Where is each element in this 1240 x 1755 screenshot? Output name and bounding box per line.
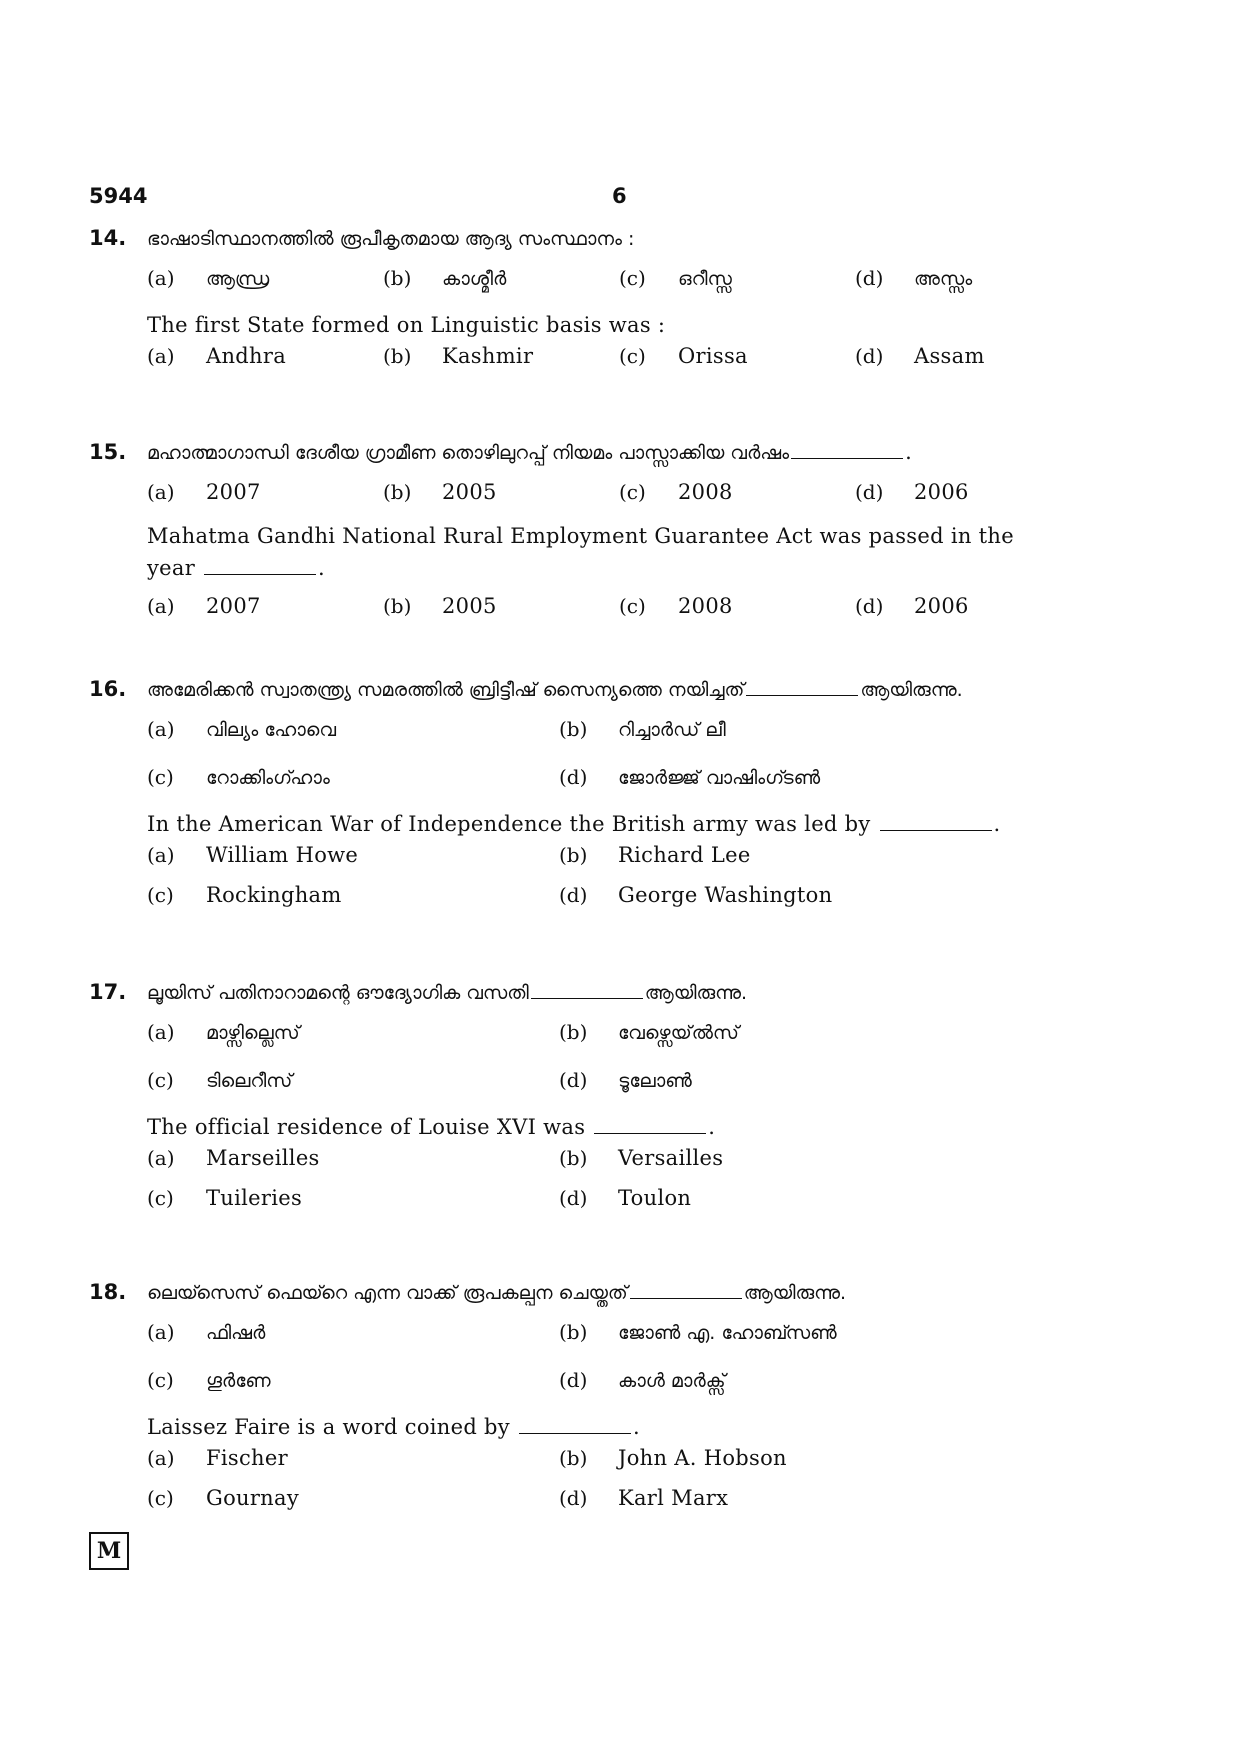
answer-blank [630, 1284, 742, 1299]
option-c[interactable]: (c) Orissa [619, 344, 748, 368]
option-d[interactable]: (d) 2006 [855, 594, 969, 618]
options-english [147, 594, 1109, 634]
question-text-malayalam: ഭാഷാടിസ്ഥാനത്തിൽ രൂപീകൃതമായ ആദ്യ സംസ്ഥാനം : [147, 228, 635, 250]
question-text-english: The first State formed on Linguistic basis was : [147, 313, 666, 337]
option-d[interactable]: (d) Assam [855, 344, 985, 368]
option-c[interactable]: (c) ഗൂർണേ [147, 1368, 271, 1392]
answer-blank [531, 984, 643, 999]
options-malayalam [147, 1020, 1109, 1068]
option-b[interactable]: (b) John A. Hobson [559, 1446, 787, 1470]
option-b[interactable]: (b) വേഴ്സെയ്ൽസ് [559, 1020, 739, 1044]
option-c[interactable]: (c) 2008 [619, 594, 733, 618]
option-a[interactable]: (a) 2007 [147, 480, 261, 504]
question-text-english: The official residence of Louise XVI was . [147, 1115, 716, 1139]
options-english [147, 344, 1109, 384]
option-b[interactable]: (b) റിച്ചാർഡ് ലീ [559, 717, 726, 741]
question-text-malayalam: മഹാത്മാഗാന്ധി ദേശീയ ഗ്രാമീണ തൊഴിലുറപ്പ് നിയമം പാസ്സാക്കിയ വർഷം [147, 442, 790, 464]
option-d[interactable]: (d) George Washington [559, 883, 833, 907]
answer-blank [594, 1119, 706, 1134]
options-english [147, 843, 1109, 883]
answer-blank [204, 560, 316, 575]
answer-blank [519, 1419, 631, 1434]
option-a[interactable]: (a) 2007 [147, 594, 261, 618]
question-number: 16. [89, 677, 127, 701]
option-b[interactable]: (b) 2005 [383, 480, 497, 504]
answer-blank [880, 816, 992, 831]
option-d[interactable]: (d) ടൂലോൺ [559, 1068, 692, 1092]
answer-blank [791, 444, 903, 459]
options-english [147, 1486, 1109, 1526]
option-b[interactable]: (b) ജോൺ എ. ഹോബ്സൺ [559, 1320, 837, 1344]
option-c[interactable]: (c) ടിലെറീസ് [147, 1068, 293, 1092]
option-b[interactable]: (b) Kashmir [383, 344, 534, 368]
question-14 [89, 226, 1109, 384]
options-malayalam [147, 765, 1109, 805]
option-a[interactable]: (a) Andhra [147, 344, 287, 368]
option-b[interactable]: (b) Richard Lee [559, 843, 751, 867]
option-d[interactable]: (d) അസ്സം [855, 266, 973, 290]
option-b[interactable]: (b) Versailles [559, 1146, 724, 1170]
options-malayalam [147, 480, 1109, 520]
options-english [147, 1146, 1109, 1186]
option-d[interactable]: (d) Toulon [559, 1186, 692, 1210]
options-malayalam [147, 1068, 1109, 1108]
options-malayalam [147, 717, 1109, 765]
question-number: 15. [89, 440, 127, 464]
option-a[interactable]: (a) Marseilles [147, 1146, 320, 1170]
option-d[interactable]: (d) ജോർജ്ജ് വാഷിംഗ്ടൺ [559, 765, 821, 789]
options-malayalam [147, 1320, 1109, 1368]
question-number: 17. [89, 980, 127, 1004]
option-a[interactable]: (a) ആന്ധ്ര [147, 266, 270, 290]
option-a[interactable]: (a) ഫിഷർ [147, 1320, 266, 1344]
option-c[interactable]: (c) Gournay [147, 1486, 299, 1510]
options-malayalam [147, 266, 1109, 306]
question-18: 18. ലെയ്സെസ് ഫെയ്റെ എന്ന വാക്ക് രൂപകല്പന ചെയ്തത് ആയിരുന്നു. (a) ഫിഷർ (b) ജോൺ എ. ഹോബ്സൺ (c) ഗൂർണേ (d) കാൾ മാർക്സ് Laissez Faire is a word coined by . (a) Fischer (b) John A. Hobson (c) Gournay (d) Karl Marx [89, 1280, 1109, 1526]
option-c[interactable]: (c) റോക്കിംഗ്ഹാം [147, 765, 330, 789]
question-15: 15. മഹാത്മാഗാന്ധി ദേശീയ ഗ്രാമീണ തൊഴിലുറപ്പ് നിയമം പാസ്സാക്കിയ വർഷം . (a) 2007 (b) 2005 (c) 2008 (d) 2006 Mahatma Gandhi National Rural Employment Guarantee Act was passed in the year . (a) 2007 (b) 2005 (c) 2008 (d) 2006 [89, 440, 1109, 634]
options-english [147, 1446, 1109, 1486]
option-c[interactable]: (c) ഒറീസ്സ [619, 266, 732, 290]
question-16: 16. അമേരിക്കൻ സ്വാതന്ത്ര്യ സമരത്തിൽ ബ്രിട്ടീഷ് സൈന്യത്തെ നയിച്ചത് ആയിരുന്നു. (a) വില്യം ഹോവെ (b) റിച്ചാർഡ് ലീ (c) റോക്കിംഗ്ഹാം (d) ജോർജ്ജ് വാഷിംഗ്ടൺ In the American War of Independence the British army was led by . (a) William Howe (b) Richard Lee (c) Rockingham (d) George Washington [89, 677, 1109, 923]
option-a[interactable]: (a) വില്യം ഹോവെ [147, 717, 337, 741]
option-c[interactable]: (c) Tuileries [147, 1186, 303, 1210]
options-malayalam [147, 1368, 1109, 1408]
option-b[interactable]: (b) കാശ്മീർ [383, 266, 507, 290]
page-number: 6 [612, 184, 627, 208]
option-a[interactable]: (a) William Howe [147, 843, 359, 867]
option-b[interactable]: (b) 2005 [383, 594, 497, 618]
options-english [147, 883, 1109, 923]
question-text-english: Mahatma Gandhi National Rural Employment Guarantee Act was passed in the year . [147, 524, 1014, 580]
question-number: 18. [89, 1280, 127, 1304]
option-c[interactable]: (c) 2008 [619, 480, 733, 504]
question-text-english: In the American War of Independence the British army was led by . [147, 812, 1001, 836]
question-text-english: Laissez Faire is a word coined by . [147, 1415, 640, 1439]
option-c[interactable]: (c) Rockingham [147, 883, 342, 907]
options-english [147, 1186, 1109, 1226]
option-d[interactable]: (d) കാൾ മാർക്സ് [559, 1368, 726, 1392]
option-d[interactable]: (d) Karl Marx [559, 1486, 729, 1510]
question-number: 14. [89, 226, 127, 250]
option-a[interactable]: (a) മാഴ്സില്ലെസ് [147, 1020, 300, 1044]
answer-blank [746, 681, 858, 696]
question-17: 17. ലൂയിസ് പതിനാറാമന്റെ ഔദ്യോഗിക വസതി ആയിരുന്നു. (a) മാഴ്സില്ലെസ് (b) വേഴ്സെയ്ൽസ് (c) ടിലെറീസ് (d) ടൂലോൺ The official residence of Louise XVI was . (a) Marseilles (b) Versailles (c) Tuileries (d) Toulon [89, 980, 1109, 1226]
question-paper-code: 5944 [89, 184, 148, 208]
medium-mark-box: M [89, 1532, 129, 1570]
option-a[interactable]: (a) Fischer [147, 1446, 288, 1470]
option-d[interactable]: (d) 2006 [855, 480, 969, 504]
